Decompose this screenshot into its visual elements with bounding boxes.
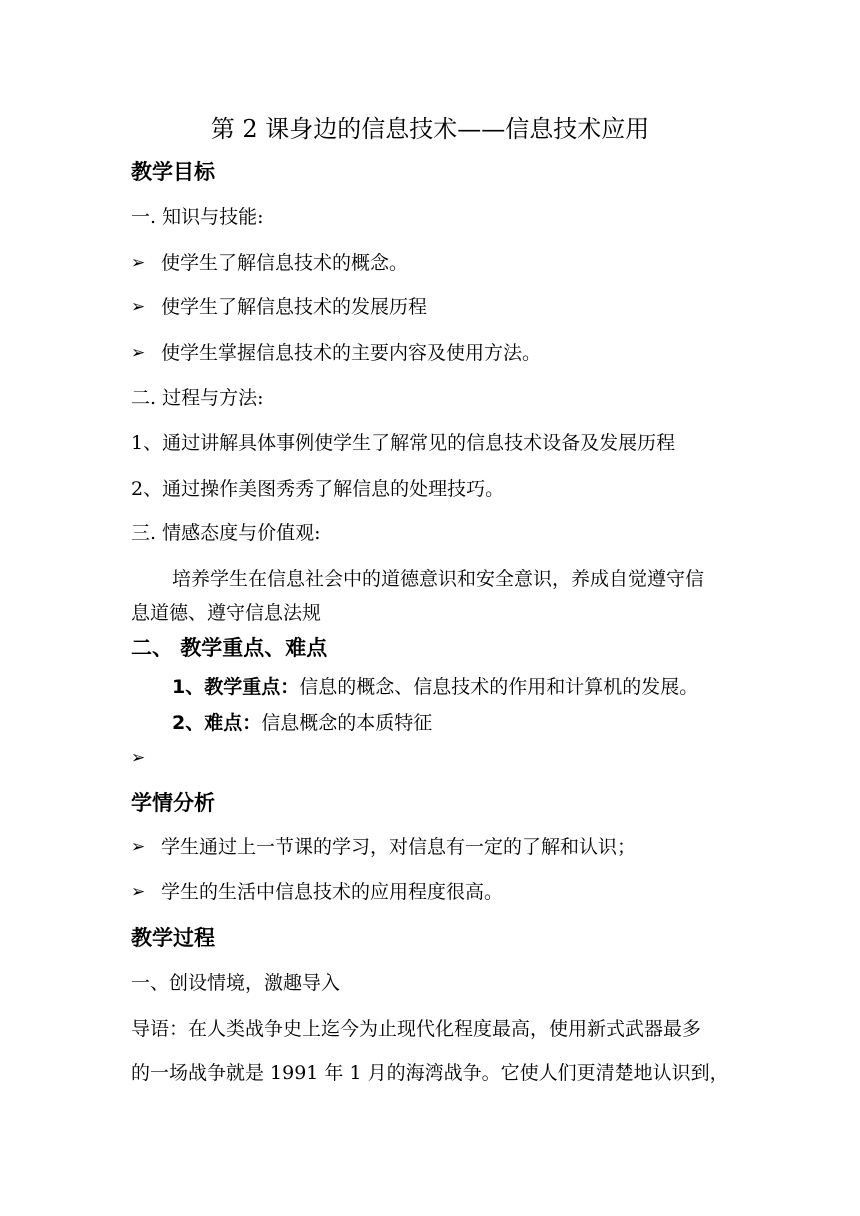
intro-text-line2: 的一场战争就是 1991 年 1 月的海湾战争。它使人们更清楚地认识到， [131, 1062, 729, 1084]
knowledge-label: 一. 知识与技能: [131, 206, 264, 228]
emotion-label: 三. 情感态度与价值观: [131, 522, 321, 544]
keypoint-item-2-text: 信息概念的本质特征 [261, 712, 433, 734]
process-item: 1、通过讲解具体事例使学生了解常见的信息技术设备及发展历程 [131, 432, 676, 454]
section-heading-goals: 教学目标 [131, 160, 215, 184]
analysis-item: 学生通过上一节课的学习，对信息有一定的了解和认识； [161, 836, 637, 858]
keypoint-item-2-label: 2、难点： [172, 712, 262, 734]
knowledge-item: 使学生掌握信息技术的主要内容及使用方法。 [161, 342, 542, 364]
intro-text-line1: 导语：在人类战争史上迄今为止现代化程度最高，使用新式武器最多 [131, 1018, 702, 1040]
process-label: 二. 过程与方法: [131, 387, 264, 409]
knowledge-item: 使学生了解信息技术的发展历程 [161, 296, 428, 318]
process-item: 2、通过操作美图秀秀了解信息的处理技巧。 [131, 478, 505, 500]
emotion-text-line2: 息道德、遵守信息法规 [131, 602, 322, 624]
bullet-arrow-icon: ➢ [131, 882, 146, 902]
bullet-arrow-icon: ➢ [131, 343, 146, 363]
section-heading-analysis: 学情分析 [131, 791, 215, 815]
bullet-arrow-icon: ➢ [131, 837, 146, 857]
section-heading-keypoints: 二、 教学重点、难点 [131, 636, 328, 660]
empty-bullet-arrow-icon: ➢ [131, 748, 146, 768]
bullet-arrow-icon: ➢ [131, 253, 146, 273]
keypoint-item-2 [172, 711, 432, 735]
analysis-item: 学生的生活中信息技术的应用程度很高。 [161, 881, 504, 903]
keypoint-item-1 [172, 675, 698, 699]
keypoint-item-1-text: 信息的概念、信息技术的作用和计算机的发展。 [299, 676, 699, 698]
document-title: 第 2 课身边的信息技术——信息技术应用 [210, 115, 650, 143]
section-heading-process: 教学过程 [131, 926, 215, 950]
bullet-arrow-icon: ➢ [131, 297, 146, 317]
emotion-text-line1: 培养学生在信息社会中的道德意识和安全意识，养成自觉遵守信 [172, 568, 705, 590]
keypoint-item-1-label: 1、教学重点： [172, 676, 300, 698]
process-step-1: 一、创设情境，激趣导入 [131, 972, 341, 994]
knowledge-item: 使学生了解信息技术的概念。 [161, 252, 409, 274]
